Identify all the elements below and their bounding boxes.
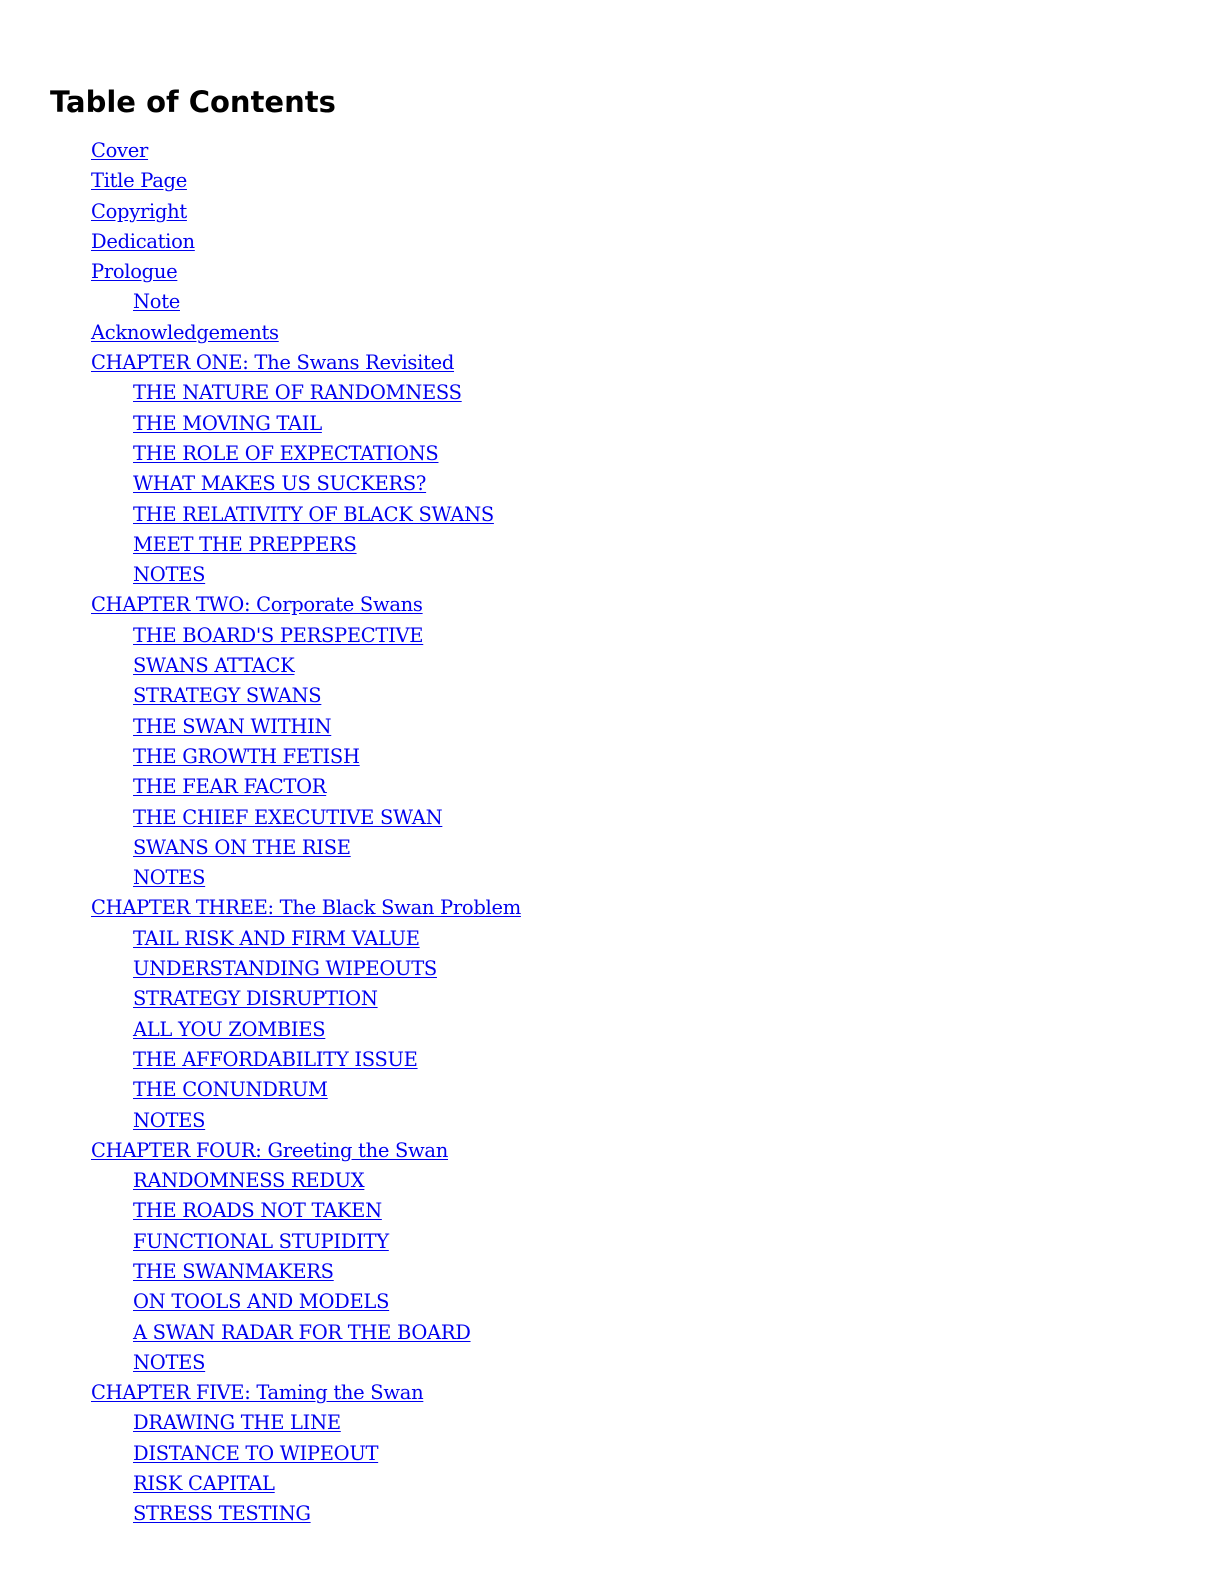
toc-link-subsection[interactable]: RANDOMNESS REDUX	[133, 1169, 365, 1193]
toc-link-subsection[interactable]: THE SWAN WITHIN	[133, 714, 332, 738]
toc-link-subsection[interactable]: UNDERSTANDING WIPEOUTS	[133, 957, 437, 981]
toc-link-subsection[interactable]: THE CHIEF EXECUTIVE SWAN	[133, 805, 443, 829]
toc-item	[0, 560, 521, 590]
toc-link-subsection[interactable]: Note	[133, 290, 180, 314]
toc-item	[0, 1378, 521, 1408]
toc-link-subsection[interactable]: DISTANCE TO WIPEOUT	[133, 1441, 379, 1465]
toc-link-subsection[interactable]: MEET THE PREPPERS	[133, 532, 357, 556]
toc-item	[0, 803, 521, 833]
toc-item	[0, 1469, 521, 1499]
toc-item	[0, 287, 521, 317]
toc-item	[0, 378, 521, 408]
toc-item	[0, 1287, 521, 1317]
toc-link-subsection[interactable]: SWANS ON THE RISE	[133, 835, 351, 859]
toc-link-section[interactable]: CHAPTER FIVE: Taming the Swan	[91, 1381, 424, 1405]
toc-item	[0, 1045, 521, 1075]
toc-link-section[interactable]: Copyright	[91, 199, 187, 223]
toc-link-subsection[interactable]: RISK CAPITAL	[133, 1472, 275, 1496]
toc-item	[0, 621, 521, 651]
toc-link-subsection[interactable]: WHAT MAKES US SUCKERS?	[133, 472, 427, 496]
toc-link-subsection[interactable]: NOTES	[133, 1108, 206, 1132]
toc-list	[0, 136, 521, 1530]
toc-item	[0, 469, 521, 499]
toc-item	[0, 136, 521, 166]
toc-link-subsection[interactable]: THE GROWTH FETISH	[133, 744, 360, 768]
toc-item	[0, 984, 521, 1014]
toc-link-subsection[interactable]: THE ROADS NOT TAKEN	[133, 1199, 382, 1223]
toc-item	[0, 1136, 521, 1166]
toc-item	[0, 1227, 521, 1257]
toc-link-subsection[interactable]: NOTES	[133, 1350, 206, 1374]
toc-item	[0, 954, 521, 984]
toc-link-subsection[interactable]: SWANS ATTACK	[133, 654, 295, 678]
toc-item	[0, 409, 521, 439]
toc-item	[0, 1015, 521, 1045]
toc-item	[0, 530, 521, 560]
toc-item	[0, 1257, 521, 1287]
toc-link-subsection[interactable]: ON TOOLS AND MODELS	[133, 1290, 390, 1314]
toc-link-subsection[interactable]: THE BOARD'S PERSPECTIVE	[133, 623, 424, 647]
toc-item	[0, 833, 521, 863]
toc-link-section[interactable]: CHAPTER FOUR: Greeting the Swan	[91, 1138, 449, 1162]
toc-item	[0, 1408, 521, 1438]
toc-link-subsection[interactable]: STRATEGY DISRUPTION	[133, 987, 378, 1011]
toc-item	[0, 348, 521, 378]
toc-link-subsection[interactable]: THE ROLE OF EXPECTATIONS	[133, 441, 439, 465]
toc-link-section[interactable]: Title Page	[91, 169, 187, 193]
toc-link-section[interactable]: Acknowledgements	[91, 320, 279, 344]
toc-link-subsection[interactable]: TAIL RISK AND FIRM VALUE	[133, 926, 420, 950]
toc-link-subsection[interactable]: NOTES	[133, 866, 206, 890]
toc-link-subsection[interactable]: THE FEAR FACTOR	[133, 775, 327, 799]
toc-link-section[interactable]: CHAPTER ONE: The Swans Revisited	[91, 351, 455, 375]
toc-link-section[interactable]: CHAPTER THREE: The Black Swan Problem	[91, 896, 521, 920]
toc-item	[0, 1196, 521, 1226]
toc-item	[0, 439, 521, 469]
toc-item	[0, 742, 521, 772]
toc-link-section[interactable]: Cover	[91, 139, 149, 162]
toc-item	[0, 1318, 521, 1348]
toc-item	[0, 893, 521, 923]
toc-item	[0, 318, 521, 348]
toc-item	[0, 197, 521, 227]
toc-item	[0, 1348, 521, 1378]
toc-link-section[interactable]: Dedication	[91, 229, 195, 253]
toc-link-subsection[interactable]: THE SWANMAKERS	[133, 1259, 334, 1283]
toc-link-subsection[interactable]: FUNCTIONAL STUPIDITY	[133, 1229, 389, 1253]
toc-link-subsection[interactable]: STRESS TESTING	[133, 1502, 311, 1526]
toc-link-subsection[interactable]: DRAWING THE LINE	[133, 1411, 341, 1435]
toc-link-subsection[interactable]: ALL YOU ZOMBIES	[133, 1017, 326, 1041]
toc-link-subsection[interactable]: STRATEGY SWANS	[133, 684, 322, 708]
toc-item	[0, 1106, 521, 1136]
toc-link-subsection[interactable]: THE CONUNDRUM	[133, 1078, 328, 1102]
toc-item	[0, 1166, 521, 1196]
toc-item	[0, 651, 521, 681]
toc-link-section[interactable]: Prologue	[91, 260, 178, 284]
toc-item	[0, 590, 521, 620]
toc-item	[0, 681, 521, 711]
toc-item	[0, 227, 521, 257]
toc-item	[0, 863, 521, 893]
toc-item	[0, 257, 521, 287]
toc-item	[0, 1075, 521, 1105]
toc-link-subsection[interactable]: THE MOVING TAIL	[133, 411, 322, 435]
toc-item	[0, 1439, 521, 1469]
toc-link-subsection[interactable]: NOTES	[133, 563, 206, 587]
toc-link-subsection[interactable]: THE AFFORDABILITY ISSUE	[133, 1047, 418, 1071]
toc-link-subsection[interactable]: A SWAN RADAR FOR THE BOARD	[133, 1320, 471, 1344]
page-title: Table of Contents	[50, 85, 336, 119]
toc-item	[0, 924, 521, 954]
toc-link-subsection[interactable]: THE NATURE OF RANDOMNESS	[133, 381, 462, 405]
toc-item	[0, 166, 521, 196]
toc-item	[0, 500, 521, 530]
toc-link-subsection[interactable]: THE RELATIVITY OF BLACK SWANS	[133, 502, 494, 526]
toc-item	[0, 712, 521, 742]
toc-link-section[interactable]: CHAPTER TWO: Corporate Swans	[91, 593, 423, 617]
toc-item	[0, 772, 521, 802]
toc-item	[0, 1499, 521, 1529]
